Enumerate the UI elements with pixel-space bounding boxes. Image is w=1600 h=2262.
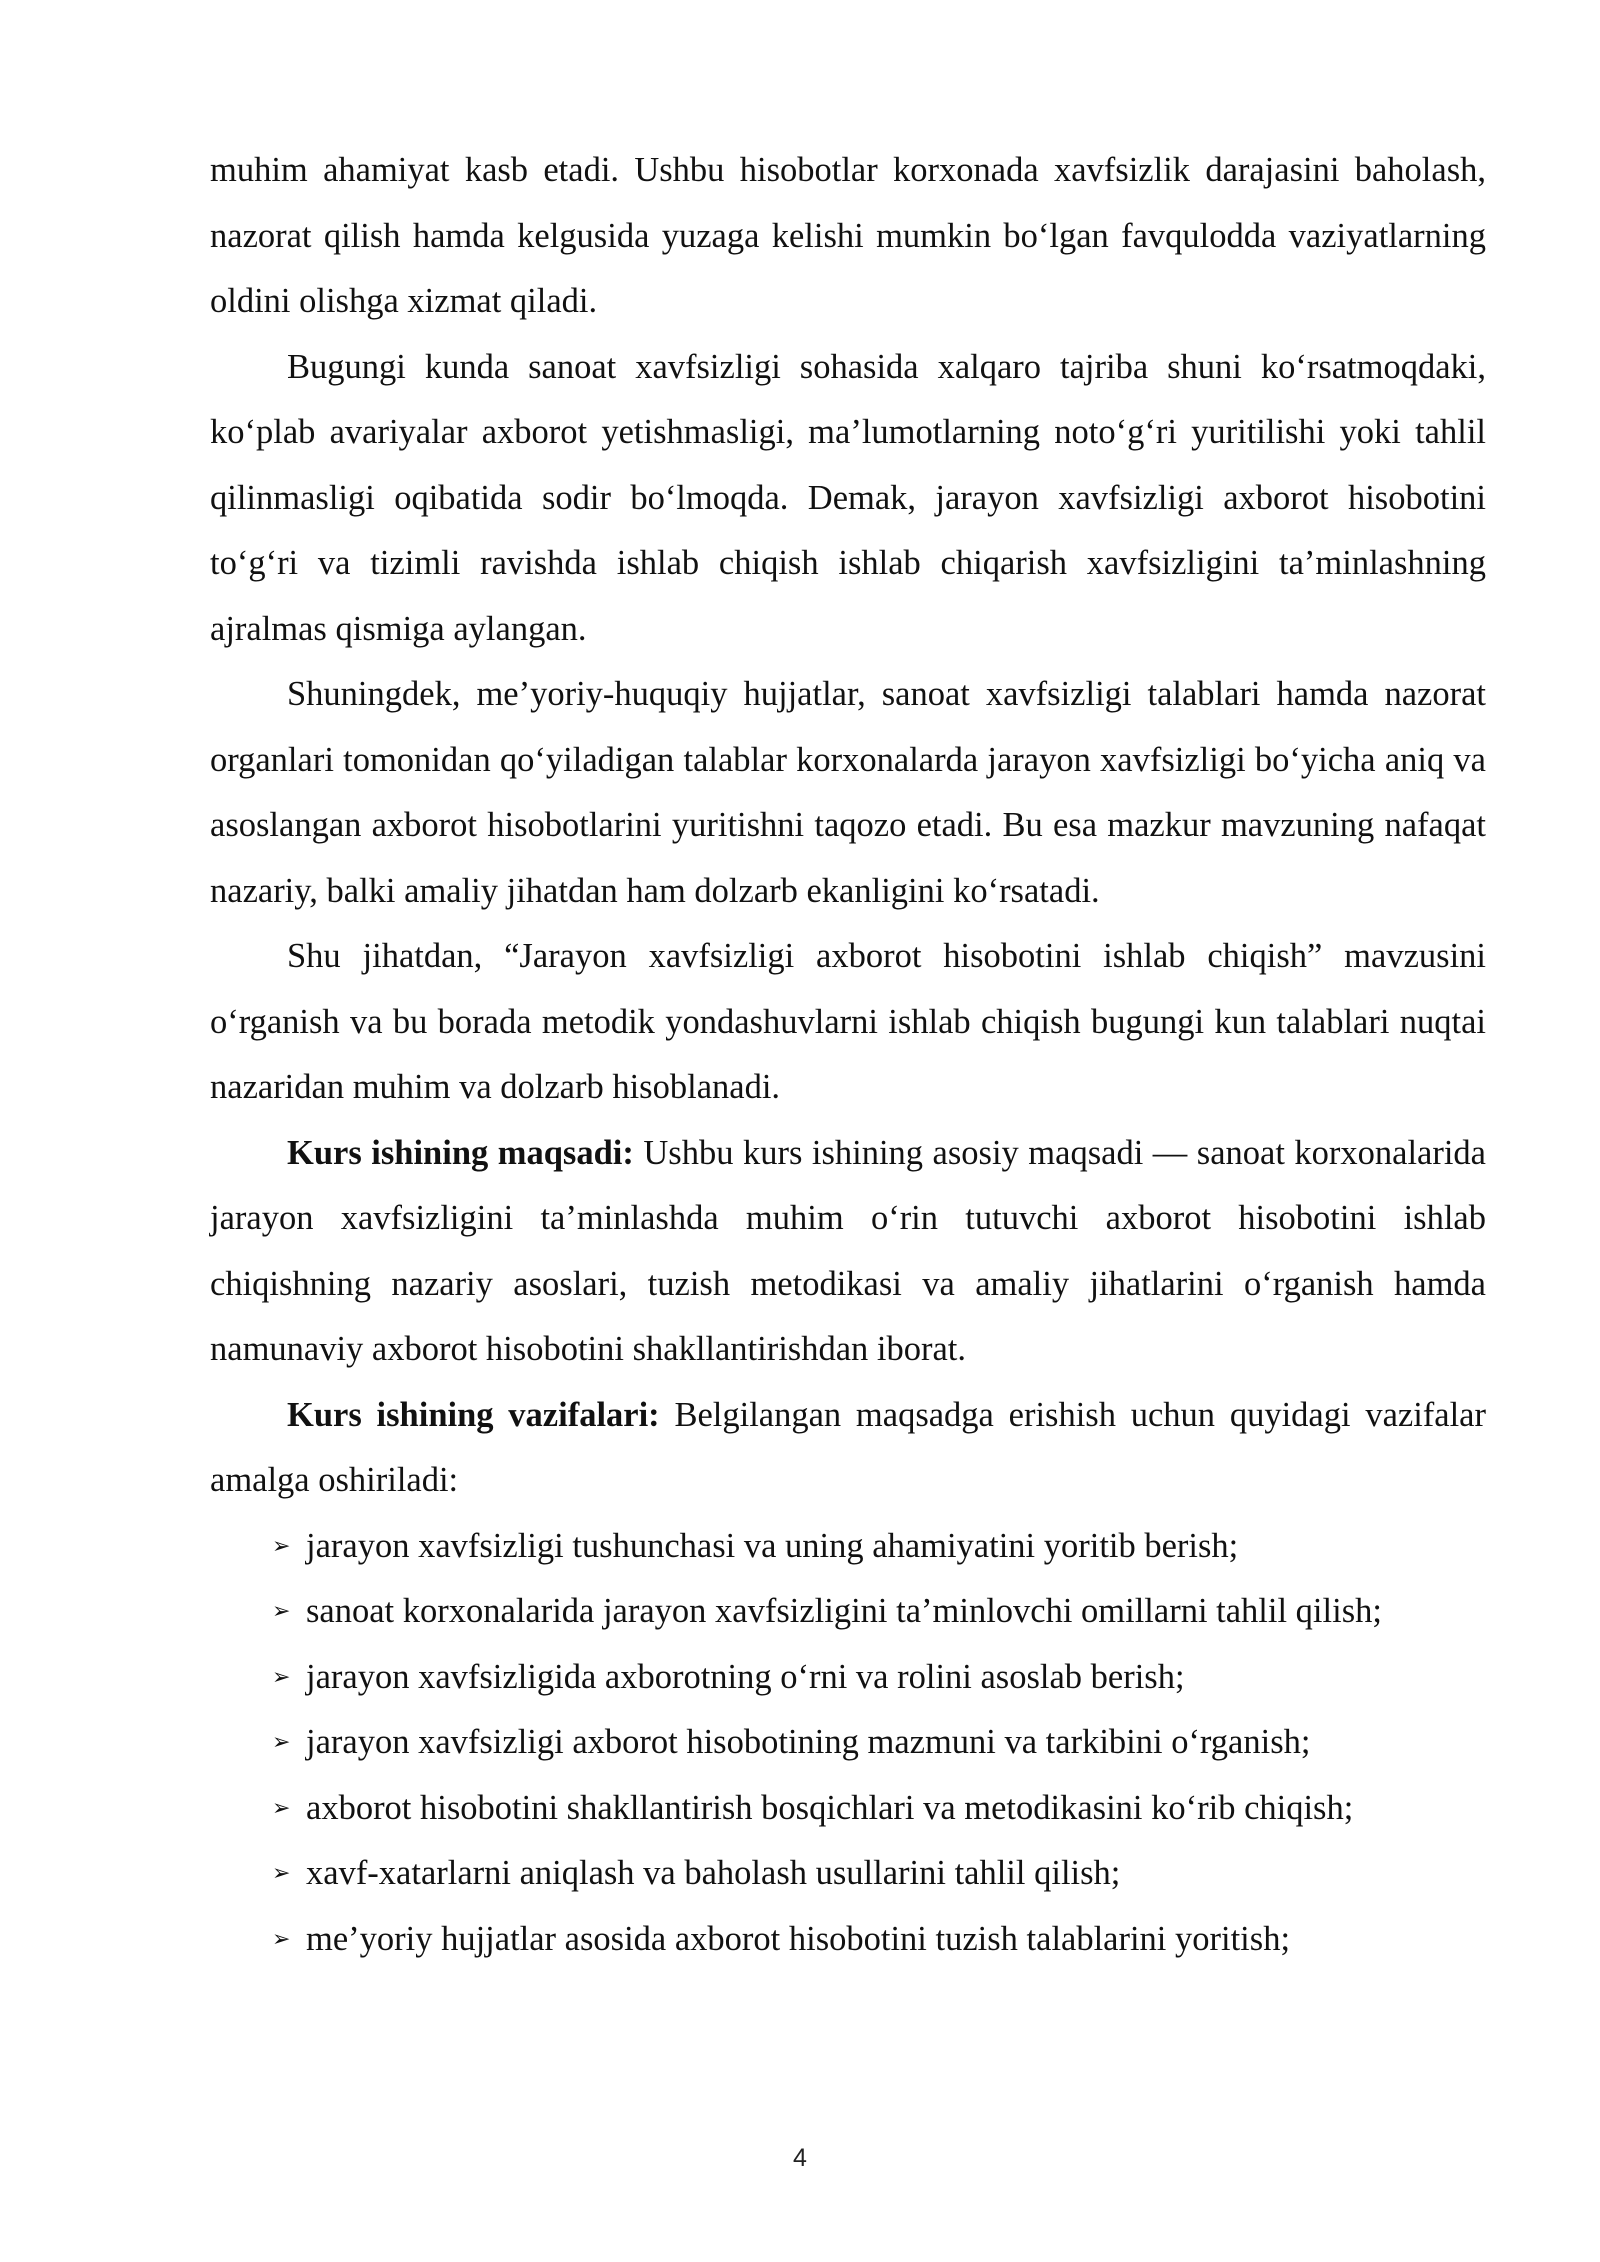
- arrowhead-bullet-icon: ➢: [272, 1533, 291, 1559]
- course-goal-text: Ushbu kurs ishining asosiy maqsadi — sanoat korxonalarida jarayon xavfsizligini ta’minlashda muhim o‘rin tutuvchi axborot hisobotini ishlab chiqishning nazariy asoslari, tuzish metodikasi va amaliy jihatlarini o‘rganish hamda namunaviy axborot hisobotini shakllantirishdan iborat.: [210, 1133, 1486, 1368]
- list-item: [210, 1579, 1486, 1645]
- list-item-text: jarayon xavfsizligi axborot hisobotining mazmuni va tarkibini o‘rganish;: [306, 1723, 1311, 1761]
- arrowhead-bullet-icon: ➢: [272, 1861, 291, 1886]
- arrowhead-bullet-icon: ➢: [272, 1664, 291, 1690]
- list-item: [210, 1776, 1486, 1842]
- page-number: 4: [793, 2144, 807, 2172]
- list-item-text: jarayon xavfsizligi tushunchasi va uning ahamiyatini yoritib berish;: [306, 1526, 1239, 1565]
- list-item-text: xavf-xatarlarni aniqlash va baholash usullarini tahlil qilish;: [306, 1854, 1121, 1892]
- arrowhead-bullet-icon: ➢: [272, 1795, 291, 1821]
- arrowhead-bullet-icon: ➢: [272, 1730, 291, 1755]
- list-item: [210, 1841, 1486, 1907]
- list-item: [210, 1710, 1486, 1776]
- list-item-text: sanoat korxonalarida jarayon xavfsizligini ta’minlovchi omillarni tahlil qilish;: [306, 1592, 1382, 1630]
- task-list: [210, 1514, 1486, 1973]
- list-item: [210, 1514, 1486, 1580]
- list-item-text: jarayon xavfsizligida axborotning o‘rni va rolini asoslab berish;: [306, 1657, 1185, 1696]
- document-page: [210, 138, 1486, 1972]
- paragraph-international-experience: Bugungi kunda sanoat xavfsizligi sohasida xalqaro tajriba shuni ko‘rsatmoqdaki, ko‘plab avariyalar axborot yetishmasligi, ma’lumotlarning noto‘g‘ri yuritilishi yoki tahlil qilinmasligi oqibatida sodir bo‘lmoqda. Demak, jarayon xavfsizligi axborot hisobotini to‘g‘ri va tizimli ravishda ishlab chiqish ishlab chiqarish xavfsizligini ta’minlashning ajralmas qismiga aylangan.: [210, 347, 1486, 648]
- list-item-text: me’yoriy hujjatlar asosida axborot hisobotini tuzish talablarini yoritish;: [306, 1919, 1291, 1958]
- course-tasks-text: Belgilangan maqsadga erishish uchun quyidagi vazifalar amalga oshiriladi:: [210, 1395, 1486, 1499]
- paragraph-intro-continuation: muhim ahamiyat kasb etadi. Ushbu hisobotlar korxonada xavfsizlik darajasini baholash, nazorat qilish hamda kelgusida yuzaga kelishi mumkin bo‘lgan favqulodda vaziyatlarning oldini olishga xizmat qiladi.: [210, 151, 1486, 320]
- paragraph-topic-relevance: Shu jihatdan, “Jarayon xavfsizligi axborot hisobotini ishlab chiqish” mavzusini o‘rganish va bu borada metodik yondashuvlarni ishlab chiqish bugungi kun talablari nuqtai nazaridan muhim va dolzarb hisoblanadi.: [210, 937, 1486, 1106]
- paragraph-course-goal: [210, 1121, 1486, 1383]
- arrowhead-bullet-icon: ➢: [272, 1926, 291, 1952]
- arrowhead-bullet-icon: ➢: [272, 1599, 291, 1624]
- course-tasks-label: Kurs ishining vazifalari:: [287, 1395, 660, 1434]
- list-item: [210, 1645, 1486, 1711]
- course-goal-label: Kurs ishining maqsadi:: [287, 1133, 634, 1172]
- list-item-text: axborot hisobotini shakllantirish bosqichlari va metodikasini ko‘rib chiqish;: [306, 1788, 1354, 1827]
- paragraph-regulatory-requirements: Shuningdek, me’yoriy-huquqiy hujjatlar, sanoat xavfsizligi talablari hamda nazorat organlari tomonidan qo‘yiladigan talablar korxonalarda jarayon xavfsizligi bo‘yicha aniq va asoslangan axborot hisobotlarini yuritishni taqozo etadi. Bu esa mazkur mavzuning nafaqat nazariy, balki amaliy jihatdan ham dolzarb ekanligini ko‘rsatadi.: [210, 675, 1486, 910]
- list-item: [210, 1907, 1486, 1973]
- paragraph-course-tasks: [210, 1383, 1486, 1514]
